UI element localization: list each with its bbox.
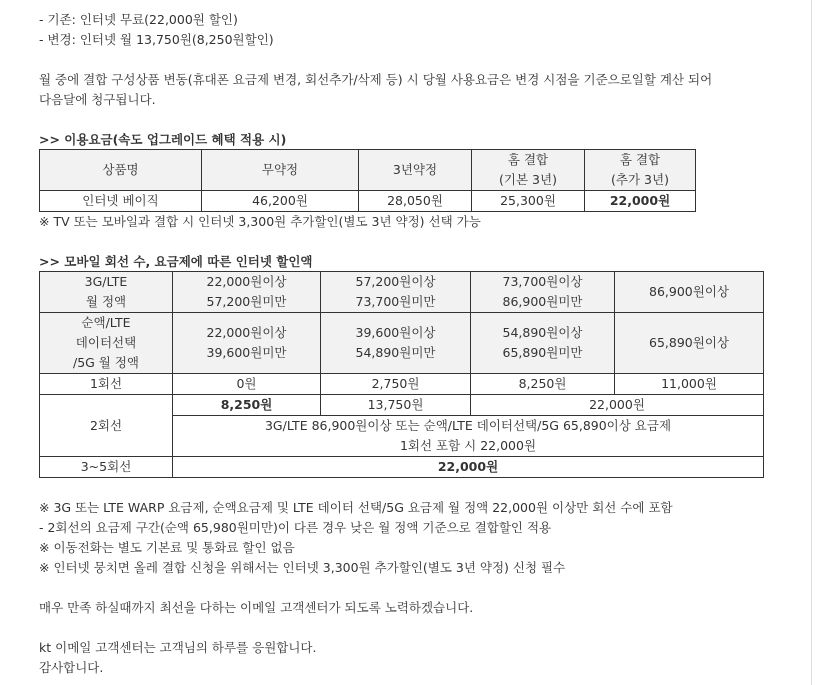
note-line: ※ 3G 또는 LTE WARP 요금제, 순액요금제 및 LTE 데이터 선택/5G 요금제 월 정액 22,000원 이상만 회선 수에 포함	[39, 500, 673, 515]
note-line: ※ 이동전화는 별도 기본료 및 통화료 할인 없음	[39, 540, 295, 555]
cell-home-basic: 25,300원	[472, 191, 585, 212]
tier-range-min: 22,000원이상	[206, 325, 287, 340]
tier-range-max: 54,890원미만	[355, 345, 436, 360]
header-home-basic-line1: 홈 결합	[507, 152, 549, 167]
row-3g-lte-tier-1	[173, 272, 321, 313]
intro-before: - 기존: 인터넷 무료(22,000원 할인)	[39, 12, 238, 27]
row-two-lines-value: 22,000원	[471, 395, 764, 416]
tier-range-max: 73,700원미만	[355, 294, 436, 309]
header-home-extra	[585, 150, 696, 191]
header-home-extra-line2: (추가 3년)	[611, 172, 669, 187]
row-3g-lte-label	[40, 272, 173, 313]
cell-product: 인터넷 베이직	[40, 191, 202, 212]
row-data-select-label	[40, 313, 173, 374]
header-home-basic-line2: (기본 3년)	[499, 172, 557, 187]
intro-after: - 변경: 인터넷 월 13,750원(8,250원할인)	[39, 32, 274, 47]
right-divider	[811, 0, 812, 685]
tier-range-min: 22,000원이상	[206, 274, 287, 289]
row-three-five-label: 3~5회선	[40, 457, 173, 478]
row-two-lines-note-1: 3G/LTE 86,900원이상 또는 순액/LTE 데이터선택/5G 65,890이상 요금제	[264, 418, 672, 433]
row-two-lines-value: 13,750원	[321, 395, 471, 416]
intro-para-1: 월 중에 결합 구성상품 변동(휴대폰 요금제 변경, 회선추가/삭제 등) 시 당월 사용요금은 변경 시점을 기준으로일할 계산 되어	[39, 72, 713, 87]
tier-range-max: 39,600원미만	[206, 345, 287, 360]
row-3g-lte-tier-4: 86,900원이상	[615, 272, 764, 313]
intro-para-2: 다음달에 청구됩니다.	[39, 92, 156, 107]
closing-line-2: kt 이메일 고객센터는 고객님의 하루를 응원합니다.	[39, 640, 317, 655]
row-one-line-value: 2,750원	[321, 374, 471, 395]
closing-line-1: 매우 만족 하실때까지 최선을 다하는 이메일 고객센터가 되도록 노력하겠습니다.	[39, 600, 474, 615]
closing-line-3: 감사합니다.	[39, 660, 104, 675]
email-body	[39, 10, 774, 678]
header-home-basic	[472, 150, 585, 191]
cell-home-extra: 22,000원	[585, 191, 696, 212]
note-line: ※ 인터넷 뭉치면 올레 결합 신청을 위해서는 인터넷 3,300원 추가할인(별도 3년 약정) 신청 필수	[39, 560, 566, 575]
header-product: 상품명	[40, 150, 202, 191]
row-data-select-tier-3	[471, 313, 615, 374]
row-two-lines-note	[173, 416, 764, 457]
row-one-line-value: 11,000원	[615, 374, 764, 395]
row-one-line-value: 0원	[173, 374, 321, 395]
row-3g-lte-tier-2	[321, 272, 471, 313]
row-three-five-value: 22,000원	[173, 457, 764, 478]
section1-note: ※ TV 또는 모바일과 결합 시 인터넷 3,300원 추가할인(별도 3년 약정) 선택 가능	[39, 214, 481, 229]
row-data-select-tier-1	[173, 313, 321, 374]
section2-title: >> 모바일 회선 수, 요금제에 따른 인터넷 할인액	[39, 254, 313, 269]
header-no-contract: 무약정	[202, 150, 359, 191]
row-data-select-tier-4: 65,890원이상	[615, 313, 764, 374]
tier-range-min: 54,890원이상	[502, 325, 583, 340]
row-two-lines-value: 8,250원	[173, 395, 321, 416]
note-line: - 2회선의 요금제 구간(순액 65,980원미만)이 다른 경우 낮은 월 정액 기준으로 결합할인 적용	[39, 520, 552, 535]
tier-range-min: 57,200원이상	[355, 274, 436, 289]
header-home-extra-line1: 홈 결합	[619, 152, 661, 167]
row-two-lines-note-2: 1회선 포함 시 22,000원	[399, 438, 537, 453]
pricing-table	[39, 149, 696, 212]
cell-three-year: 28,050원	[359, 191, 472, 212]
tier-range-max: 86,900원미만	[502, 294, 583, 309]
row-one-line-label: 1회선	[40, 374, 173, 395]
section1-title: >> 이용요금(속도 업그레이드 혜택 적용 시)	[39, 132, 287, 147]
cell-no-contract: 46,200원	[202, 191, 359, 212]
row-data-select-label-2: 데이터선택	[75, 335, 137, 350]
row-data-select-label-3: /5G 월 정액	[72, 355, 140, 370]
tier-range-max: 65,890원미만	[502, 345, 583, 360]
tier-range-min: 39,600원이상	[355, 325, 436, 340]
row-3g-lte-label-2: 월 정액	[85, 294, 127, 309]
row-one-line-value: 8,250원	[471, 374, 615, 395]
row-3g-lte-tier-3	[471, 272, 615, 313]
row-3g-lte-label-1: 3G/LTE	[84, 274, 128, 289]
row-data-select-label-1: 순액/LTE	[81, 315, 131, 330]
tier-range-max: 57,200원미만	[206, 294, 287, 309]
row-two-lines-label: 2회선	[40, 395, 173, 457]
header-three-year: 3년약정	[359, 150, 472, 191]
discount-table	[39, 271, 764, 478]
row-data-select-tier-2	[321, 313, 471, 374]
tier-range-min: 73,700원이상	[502, 274, 583, 289]
